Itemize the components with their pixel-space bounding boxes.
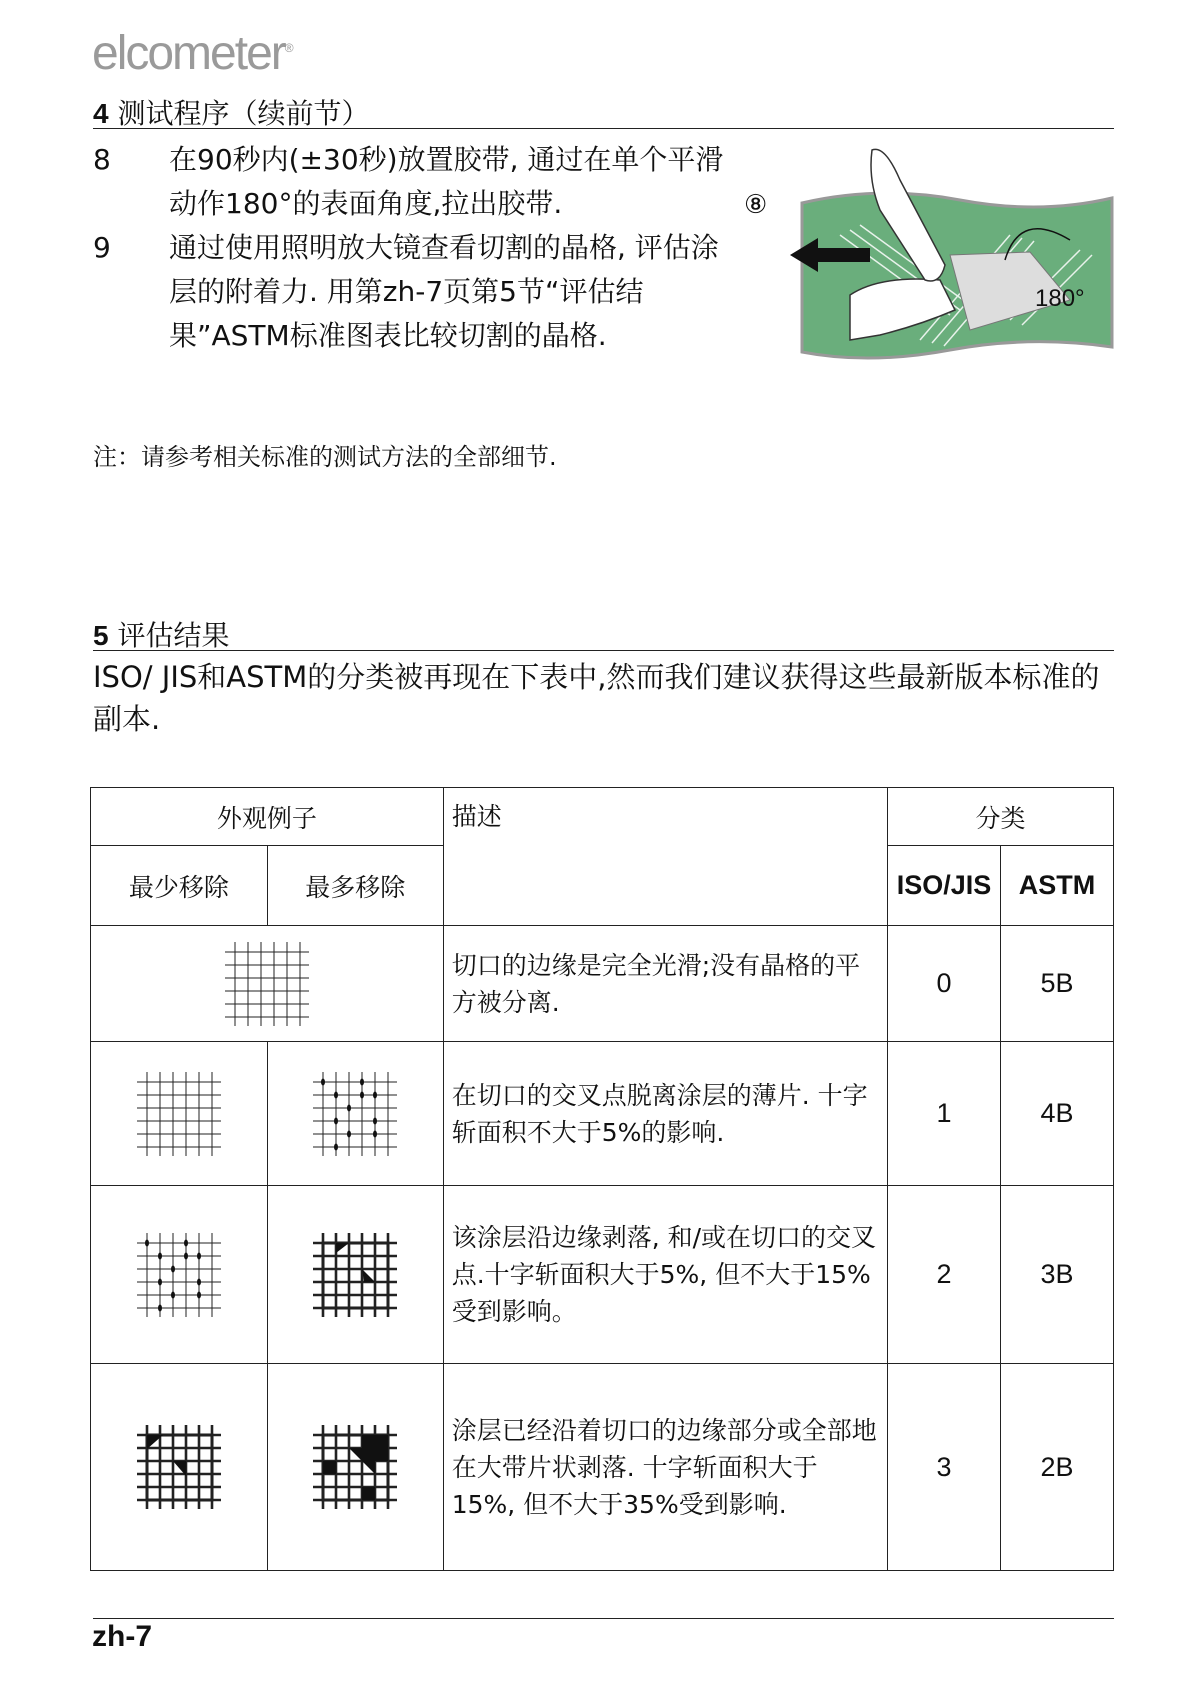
- section-5-heading: [93, 614, 230, 654]
- section-4-heading: [93, 92, 370, 132]
- astm-class: 3B: [1001, 1186, 1114, 1364]
- cross-cut-grid-image: [91, 1229, 267, 1321]
- section-number: 4: [93, 98, 109, 129]
- row-description: 该涂层沿边缘剥落, 和/或在切口的交叉点.十字斩面积大于5%, 但不大于15%受到影响。: [443, 1186, 887, 1364]
- cross-cut-grid-image: [268, 1229, 443, 1321]
- section-title: 评估结果: [117, 619, 230, 652]
- cross-cut-grid-image: [91, 1421, 267, 1513]
- elcometer-logo: [92, 26, 294, 81]
- row-description: 涂层已经沿着切口的边缘部分或全部地在大带片状剥落. 十字斩面积大于15%, 但不大于35%受到影响.: [443, 1364, 887, 1571]
- cross-cut-grid-image: [268, 1421, 443, 1513]
- footer-rule: [93, 1618, 1114, 1619]
- step-8: [93, 138, 743, 228]
- header-iso-jis: ISO/JIS: [888, 846, 1001, 926]
- max-example-cell: [267, 1186, 443, 1364]
- example-image-cell: [91, 926, 444, 1042]
- row-description: 切口的边缘是完全光滑;没有晶格的平方被分离.: [443, 926, 887, 1042]
- iso-class: 0: [888, 926, 1001, 1042]
- tape-removal-illustration: [744, 140, 1120, 365]
- iso-class: 3: [888, 1364, 1001, 1571]
- header-description: 描述: [443, 788, 887, 926]
- section-title: 测试程序（续前节）: [117, 97, 370, 130]
- step-number: 9: [93, 231, 111, 264]
- table-row: [91, 1042, 1114, 1186]
- header-max-removal: 最多移除: [267, 846, 443, 926]
- row-description: 在切口的交叉点脱离涂层的薄片. 十字斩面积不大于5%的影响.: [443, 1042, 887, 1186]
- logo-text: elcometer: [92, 27, 285, 80]
- astm-class: 2B: [1001, 1364, 1114, 1571]
- step-8-marker: ⑧: [744, 190, 768, 220]
- page-number: zh-7: [92, 1620, 152, 1653]
- min-example-cell: [91, 1364, 268, 1571]
- note: 注：请参考相关标准的测试方法的全部细节.: [93, 443, 557, 471]
- table-row: [91, 1364, 1114, 1571]
- header-astm: ASTM: [1001, 846, 1114, 926]
- step-9: [93, 226, 743, 406]
- step-text: 在90秒内(±30秒)放置胶带, 通过在单个平滑动作180°的表面角度,拉出胶带.: [169, 143, 724, 220]
- header-min-removal: 最少移除: [91, 846, 268, 926]
- classification-table: [90, 787, 1114, 1571]
- section-number: 5: [93, 620, 109, 651]
- min-example-cell: [91, 1042, 268, 1186]
- table-row: [91, 926, 1114, 1042]
- astm-class: 4B: [1001, 1042, 1114, 1186]
- logo-mark: ®: [284, 41, 294, 55]
- intro-paragraph: ISO/ JIS和ASTM的分类被再现在下表中,然而我们建议获得这些最新版本标准的副本.: [93, 660, 1100, 736]
- cross-cut-grid-image: [268, 1068, 443, 1160]
- iso-class: 2: [888, 1186, 1001, 1364]
- max-example-cell: [267, 1364, 443, 1571]
- heading-rule: [93, 128, 1114, 129]
- header-appearance: 外观例子: [91, 788, 444, 846]
- step-text: 通过使用照明放大镜查看切割的晶格, 评估涂层的附着力. 用第zh-7页第5节“评估结果”ASTM标准图表比较切割的晶格.: [169, 231, 719, 352]
- cross-cut-grid-image: [91, 938, 443, 1030]
- iso-class: 1: [888, 1042, 1001, 1186]
- angle-label: 180°: [1035, 285, 1085, 312]
- min-example-cell: [91, 1186, 268, 1364]
- step-number: 8: [93, 143, 111, 176]
- header-classification: 分类: [888, 788, 1114, 846]
- heading-rule: [93, 650, 1114, 651]
- table-row: [91, 1186, 1114, 1364]
- max-example-cell: [267, 1042, 443, 1186]
- astm-class: 5B: [1001, 926, 1114, 1042]
- cross-cut-grid-image: [91, 1068, 267, 1160]
